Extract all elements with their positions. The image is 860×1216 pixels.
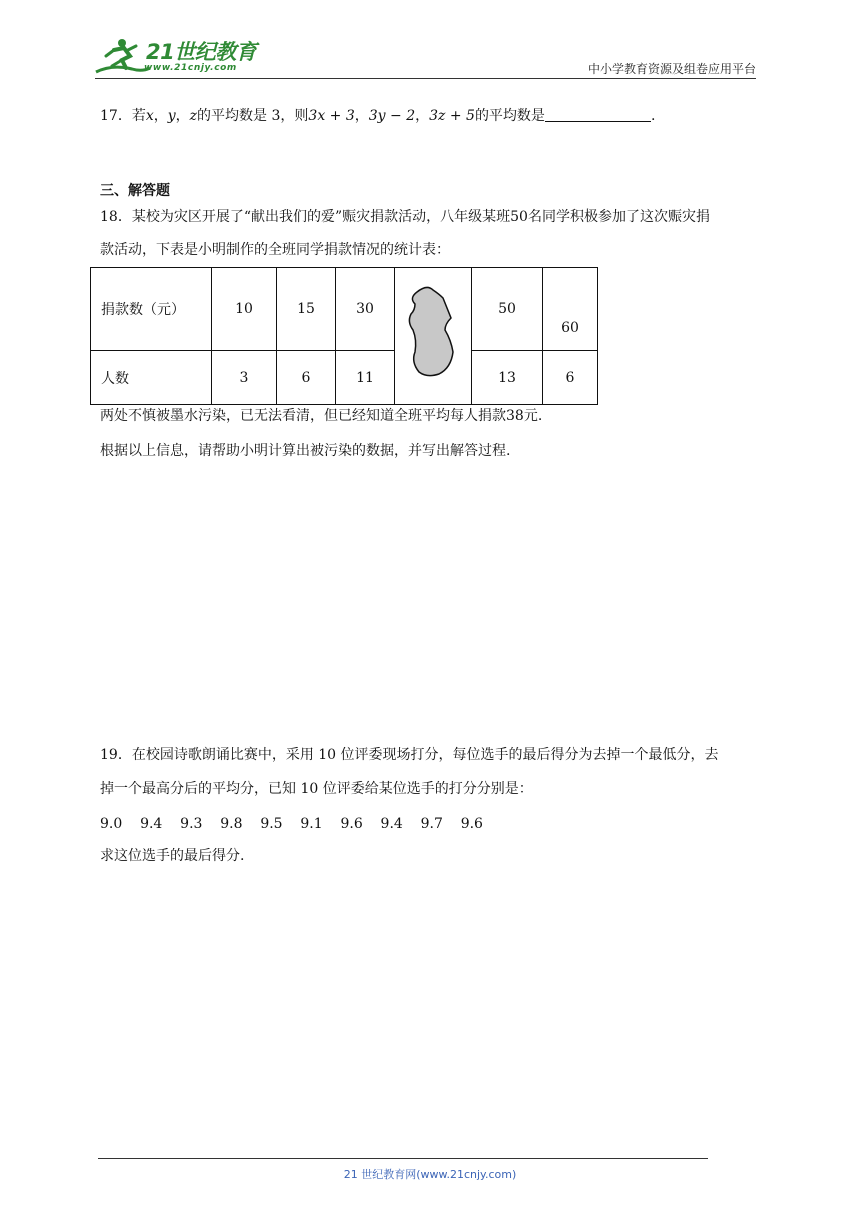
logo-text: 21世纪教育 <box>146 40 257 64</box>
ink-blot-icon <box>395 268 471 400</box>
q17-expr-1: 3x + 3 <box>308 108 355 124</box>
section-title: 三、解答题 <box>100 183 170 199</box>
score: 9.4 <box>380 816 403 832</box>
score: 9.1 <box>300 816 323 832</box>
q17-sep: ， <box>354 108 369 124</box>
table-cell: 11 <box>336 351 395 405</box>
footer-divider <box>98 1158 708 1159</box>
table-row-header: 人数 <box>91 351 212 405</box>
table-cell: 60 <box>543 268 598 351</box>
donation-table <box>90 267 598 405</box>
q17-var-z: z <box>189 108 198 124</box>
q17-var-x: x <box>145 108 154 124</box>
table-cell: 30 <box>336 268 395 351</box>
q17-expr-2: 3y − 2 <box>368 108 416 124</box>
logo-url: www.21cnjy.com <box>144 63 237 73</box>
q17-var-y: y <box>167 108 176 124</box>
score: 9.5 <box>260 816 283 832</box>
question-17 <box>100 106 655 126</box>
q18-line-3: 两处不慎被墨水污染，已无法看清，但已经知道全班平均每人捐款38元. <box>100 408 543 424</box>
ink-stained-cell <box>395 268 472 405</box>
q18-line-4: 根据以上信息，请帮助小明计算出被污染的数据，并写出解答过程. <box>100 443 511 459</box>
table-row <box>91 268 598 351</box>
q19-line-2: 掉一个最高分后的平均分，已知 10 位评委给某位选手的打分分别是： <box>100 781 533 797</box>
score: 9.3 <box>180 816 203 832</box>
q17-prefix: 17．若 <box>100 108 146 124</box>
score: 9.7 <box>420 816 443 832</box>
table-cell: 6 <box>277 351 336 405</box>
q17-sep: ， <box>175 108 190 124</box>
table-cell: 50 <box>472 268 543 351</box>
score: 9.8 <box>220 816 243 832</box>
table-row-header: 捐款数（元） <box>91 268 212 351</box>
table-cell: 3 <box>212 351 277 405</box>
q17-expr-3: 3z + 5 <box>429 108 475 124</box>
q18-line-2: 款活动，下表是小明制作的全班同学捐款情况的统计表： <box>100 242 450 258</box>
q19-scores <box>100 814 483 834</box>
q17-end: . <box>650 108 656 124</box>
q19-line-4: 求这位选手的最后得分. <box>100 848 245 864</box>
score: 9.0 <box>100 816 123 832</box>
score: 9.6 <box>340 816 363 832</box>
table-cell: 6 <box>543 351 598 405</box>
q17-sep: ， <box>415 108 430 124</box>
header-divider <box>95 78 756 79</box>
score: 9.6 <box>460 816 483 832</box>
answer-blank[interactable] <box>545 107 651 122</box>
runner-logo-icon <box>92 36 152 78</box>
platform-name: 中小学教育资源及组卷应用平台 <box>587 62 756 76</box>
q19-line-1: 19．在校园诗歌朗诵比赛中，采用 10 位评委现场打分，每位选手的最后得分为去掉一个最低分，去 <box>100 747 719 763</box>
q17-sep: ， <box>153 108 168 124</box>
q17-mid: 的平均数是 3，则 <box>197 108 309 124</box>
q17-suffix: 的平均数是 <box>474 108 545 124</box>
table-cell: 13 <box>472 351 543 405</box>
table-row <box>91 351 598 405</box>
score: 9.4 <box>140 816 163 832</box>
footer-link[interactable]: 21 世纪教育网(www.21cnjy.com) <box>343 1168 517 1181</box>
q18-line-1: 18．某校为灾区开展了“献出我们的爱”赈灾捐款活动，八年级某班50名同学积极参加了这次赈灾捐 <box>100 209 710 225</box>
table-cell: 10 <box>212 268 277 351</box>
table-cell: 15 <box>277 268 336 351</box>
